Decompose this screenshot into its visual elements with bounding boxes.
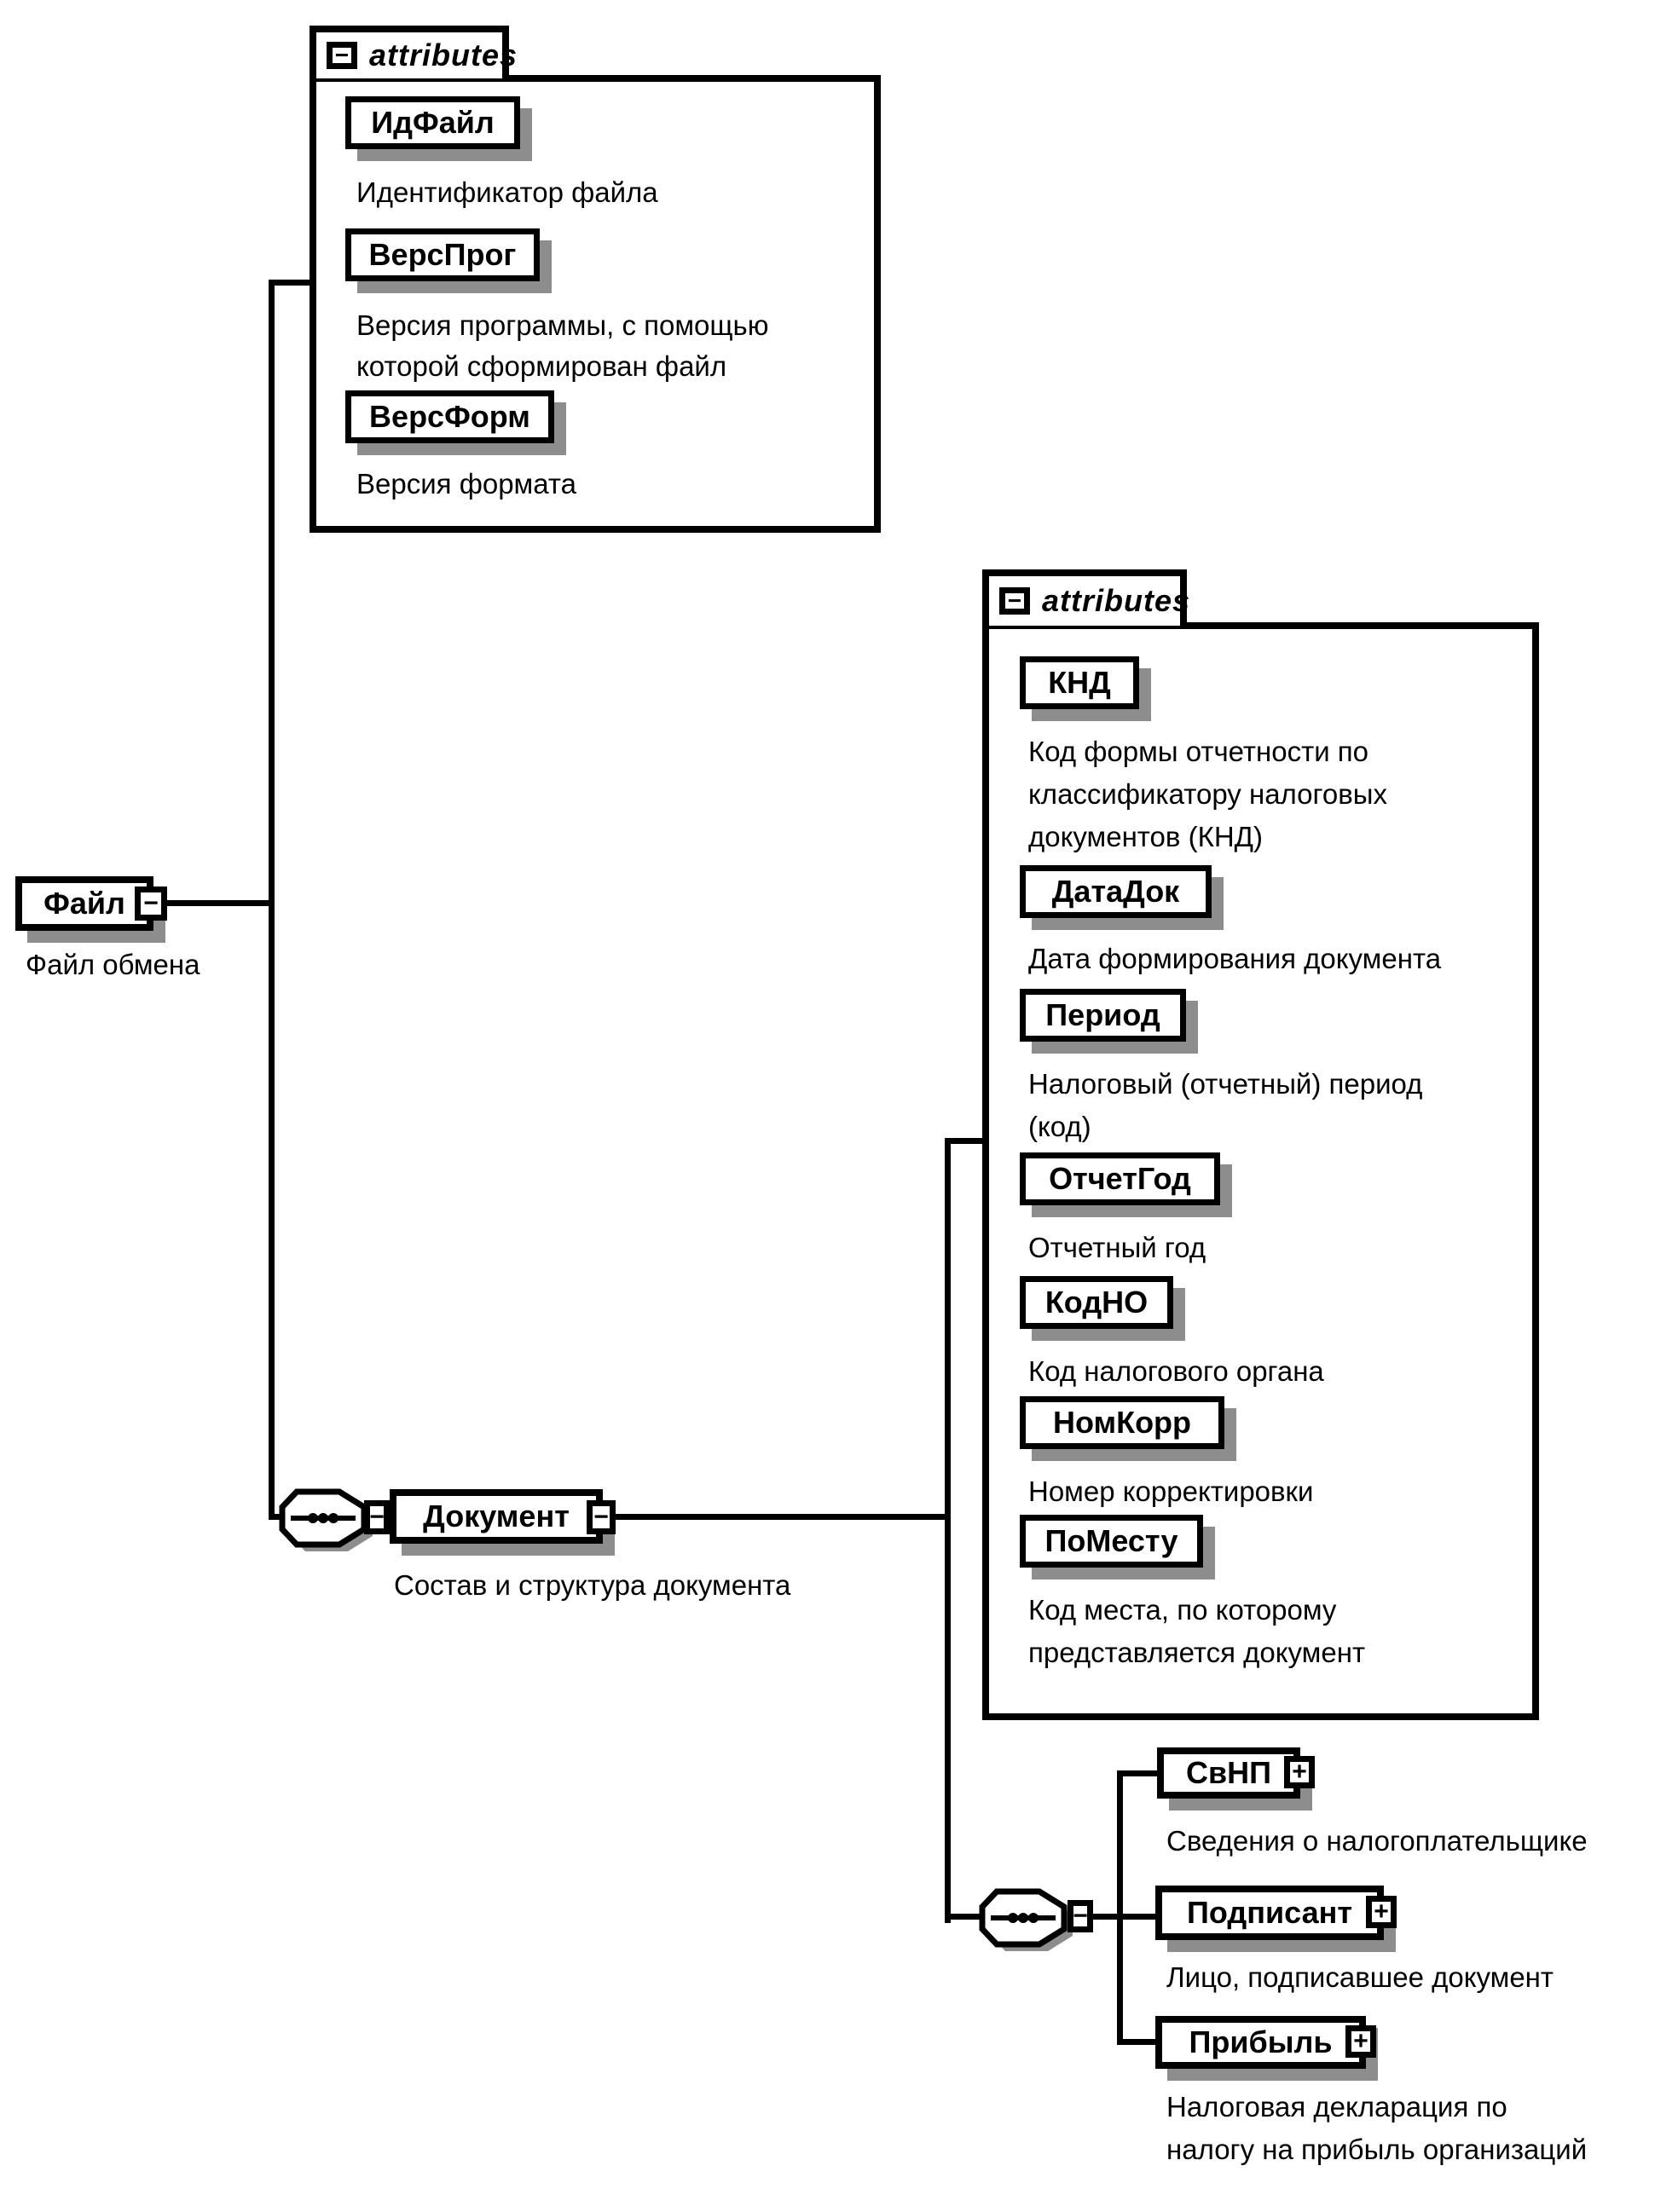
attr-idfayl-box[interactable] [345,96,520,149]
connector-line [1117,1770,1123,2045]
attr-datadok-annotation: Дата формирования документа [1028,943,1442,974]
attributes-tab-label: attributes [369,38,518,72]
attr-pomestu-annotation: представляется документ [1028,1637,1366,1668]
attr-kodno-annotation: Код налогового органа [1028,1355,1324,1387]
collapse-icon[interactable] [1068,1900,1093,1932]
expand-icon[interactable] [1284,1756,1315,1788]
minus-glyph: − [593,1503,609,1531]
attr-name: Период [1045,997,1160,1032]
attr-name: ДатаДок [1051,874,1180,909]
minus-glyph: − [143,889,159,917]
attr-knd-annotation: классификатору налоговых [1028,778,1387,810]
attr-versprog-annotation: Версия программы, с помощью [356,309,769,341]
plus-glyph: + [1353,2027,1368,2055]
child-element-label: СвНП [1185,1755,1271,1790]
attr-nomkorr-annotation: Номер корректировки [1028,1476,1314,1507]
child-pribyl-box[interactable] [1155,2016,1366,2069]
child-podpisant-box[interactable] [1155,1886,1384,1940]
attr-pomestu-box[interactable] [1020,1515,1203,1568]
attr-knd-box[interactable] [1020,656,1139,709]
child-pribyl-annotation: Налоговая декларация по [1166,2091,1507,2122]
connector-line [269,280,275,1520]
minus-glyph: − [1073,1902,1088,1930]
document-element-annotation: Состав и структура документа [394,1569,791,1601]
connector-line [167,900,271,906]
attr-name: ВерсПрог [368,237,517,272]
minus-glyph: − [1007,587,1022,614]
child-podpisant-annotation: Лицо, подписавшее документ [1166,1961,1554,1993]
sequence-compositor-icon[interactable] [979,1888,1081,1956]
child-svnp-box[interactable] [1157,1747,1300,1799]
attr-knd-annotation: Код формы отчетности по [1028,736,1369,767]
collapse-icon[interactable] [587,1500,616,1534]
connector-line [1117,1770,1158,1776]
attr-name: КодНО [1044,1285,1149,1320]
attr-nomkorr-box[interactable] [1020,1396,1224,1449]
expand-icon[interactable] [1345,2025,1376,2058]
attr-period-annotation: Налоговый (отчетный) период [1028,1068,1423,1100]
attr-pomestu-annotation: Код места, по которому [1028,1594,1337,1626]
connector-line [945,1138,951,1923]
document-attributes-tab[interactable] [982,569,1191,626]
minus-glyph: − [369,1503,385,1531]
expand-icon[interactable] [1366,1896,1397,1928]
attr-name: ВерсФорм [369,399,530,434]
attr-name: КНД [1048,665,1111,700]
attr-idfayl-annotation: Идентификатор файла [356,176,658,208]
attr-otchetgod-box[interactable] [1020,1152,1220,1205]
child-element-label: Подписант [1187,1895,1352,1930]
connector-line [269,280,313,286]
plus-glyph: + [1374,1897,1389,1926]
attr-versprog-annotation: которой сформирован файл [356,350,727,382]
collapse-icon[interactable] [135,887,167,921]
child-pribyl-annotation: налогу на прибыль организаций [1166,2134,1588,2165]
file-attributes-tab[interactable] [310,26,518,78]
attr-name: НомКорр [1052,1405,1192,1440]
document-element-label: Документ [423,1499,570,1533]
attr-name: ИдФайл [371,105,495,140]
attr-versform-box[interactable] [345,390,554,443]
connector-line [1093,1914,1158,1920]
minus-glyph: − [334,42,350,68]
attr-period-annotation: (код) [1028,1111,1091,1142]
root-element-box[interactable] [15,876,153,931]
attr-name: ОтчетГод [1049,1161,1191,1196]
plus-glyph: + [1292,1758,1307,1786]
document-element-box[interactable] [390,1489,603,1544]
attr-versform-annotation: Версия формата [356,468,576,500]
attr-period-box[interactable] [1020,989,1186,1042]
root-element-label: Файл [43,886,125,921]
attr-versprog-box[interactable] [345,228,540,281]
child-svnp-annotation: Сведения о налогоплательщике [1166,1825,1588,1857]
attributes-tab-label: attributes [1042,583,1191,618]
collapse-icon[interactable] [999,587,1030,615]
attr-name: ПоМесту [1044,1523,1178,1558]
connector-line [1117,2039,1156,2045]
connector-line [616,1514,951,1520]
attr-otchetgod-annotation: Отчетный год [1028,1232,1206,1263]
connector-line [945,1914,982,1920]
attr-kodno-box[interactable] [1020,1276,1173,1329]
attr-datadok-box[interactable] [1020,865,1212,918]
collapse-icon[interactable] [327,42,357,69]
attr-knd-annotation: документов (КНД) [1028,821,1263,852]
collapse-icon[interactable] [364,1500,390,1534]
child-element-label: Прибыль [1189,2024,1333,2059]
root-element-annotation: Файл обмена [26,949,200,980]
connector-line [945,1138,986,1144]
